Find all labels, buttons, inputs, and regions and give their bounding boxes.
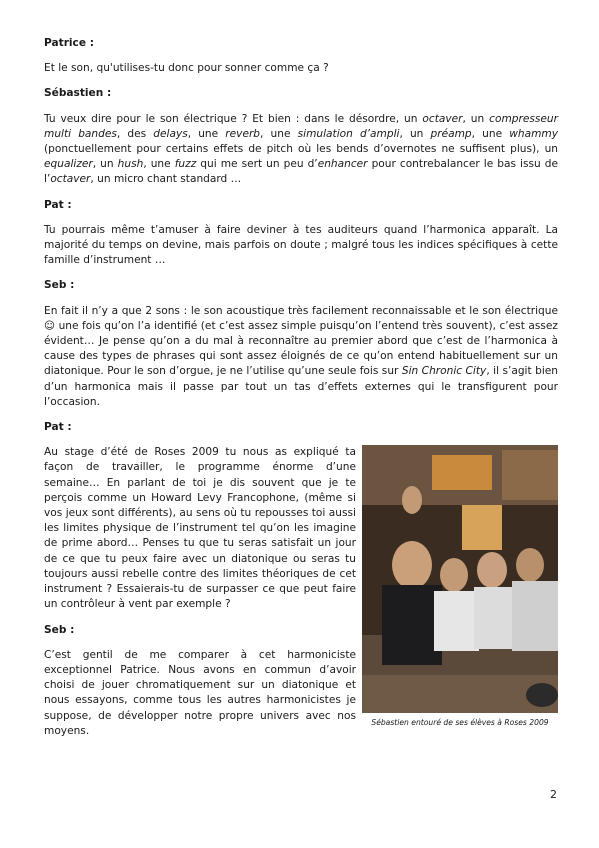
text-run: pour contrebalancer le bas issu de l’ xyxy=(44,158,559,186)
paragraph xyxy=(44,112,558,188)
text-run: , un xyxy=(399,127,431,140)
paragraph xyxy=(44,304,558,410)
text-run: En fait il n’y a que 2 sons : le son acoustique très facilement reconnaissable et le son électrique ☺ une fois qu’on l’a identifié (et c’est assez simple puisqu’on l’entend très souvent), c’est assez évident… Je pense qu’on a du mal à reconnaître au premier abord que c’est de l’harmonica à cause des types de phrases qui sont assez éloignés de ce qu’on entend habituellement sur un diatonique. Pour le son d’orgue, je ne l’utilise qu’une seule fois sur xyxy=(44,304,558,378)
photo-section xyxy=(44,445,558,739)
text-run: , une xyxy=(143,158,175,171)
italic-term: fuzz xyxy=(174,158,197,171)
wrapped-text xyxy=(44,445,356,739)
text-run: qui me sert un peu d’ xyxy=(196,158,318,171)
document-body xyxy=(44,36,558,435)
speaker-name: Sébastien : xyxy=(44,87,112,100)
speaker-name: Pat : xyxy=(44,421,72,434)
speaker-label: Seb xyxy=(44,279,67,292)
speaker-label: Pat xyxy=(44,198,64,211)
italic-term: simulation d’ampli xyxy=(297,127,400,140)
paragraph: Et le son, qu'utilises-tu donc pour sonner comme ça ? xyxy=(44,62,329,75)
italic-term: compresseur multi bandes xyxy=(44,112,558,140)
paragraph: Au stage d’été de Roses 2009 tu nous as expliqué ta façon de travailler, le programme énorme d’une semaine… En parlant de toi je dis souvent que je te perçois comme un Howard Levy Francophone, (même si vos jeux sont différents), au sens où tu repousses toi aussi les limites physique de l’instrument tel qu’on les imagine de prime abord… Penses tu que tu seras satisfait un jour de ce que tu peux faire avec un diatonique ou seras tu toujours aussi rebelle contre des limites théoriques de cet instrument ? Essaierais-tu de surpasser ce que peut faire un contrôleur à vent par exemple ? xyxy=(44,446,356,611)
italic-term: equalizer xyxy=(44,158,93,171)
speaker-label: Pat xyxy=(44,421,64,434)
speaker-name: Pat : xyxy=(44,198,72,211)
photo-illustration xyxy=(362,445,558,713)
speaker-name: Seb : xyxy=(44,623,75,636)
paragraph: C’est gentil de me comparer à cet harmoniciste exceptionnel Patrice. Nous avons en commun d’avoir choisi de jouer chromatiquement sur un diatonique et nous essayons, comme tous les autres harmonicistes je suppose, de développer notre propre univers avec nos moyens. xyxy=(44,648,356,737)
paragraph: Tu pourrais même t’amuser à faire deviner à tes auditeurs quand l’harmonica apparaît. La majorité du temps on devine, mais parfois on doute ; malgré tous les indices spécifiques à cette famille d’instrument … xyxy=(44,223,558,267)
speaker-label: Sébastien xyxy=(44,87,104,100)
text-run: , un micro chant standard … xyxy=(90,173,242,186)
italic-term: delays xyxy=(153,127,188,140)
text-run: , une xyxy=(187,127,226,140)
photo-caption: Sébastien entouré de ses élèves à Roses 2009 xyxy=(371,718,549,728)
photo-figure xyxy=(362,445,558,730)
italic-term: préamp xyxy=(430,127,472,140)
text-run: Tu veux dire pour le son électrique ? Et bien : dans le désordre, un xyxy=(44,112,423,125)
speaker-label: Seb xyxy=(44,623,67,636)
italic-term: whammy xyxy=(509,127,558,140)
text-run: (ponctuellement pour certains effets de pitch où les bends d’overnotes ne suffisent plus), un xyxy=(44,143,558,156)
italic-term: hush xyxy=(117,158,144,171)
document-page xyxy=(44,36,558,749)
italic-term: Sin Chronic City xyxy=(401,365,487,378)
text-run: , un xyxy=(92,158,118,171)
text-run: , une xyxy=(260,127,298,140)
speaker-label: Patrice xyxy=(44,37,87,49)
italic-term: enhancer xyxy=(317,158,368,171)
text-run: , des xyxy=(116,127,154,140)
speaker-name: Seb : xyxy=(44,279,75,292)
page-number: 2 xyxy=(550,788,557,801)
speaker-name: Patrice : xyxy=(44,37,94,49)
group-photo xyxy=(362,445,558,713)
text-run: , une xyxy=(471,127,510,140)
italic-term: octaver xyxy=(422,112,463,125)
italic-term: reverb xyxy=(225,127,261,140)
text-run: , il s’agit bien d’un harmonica mais il passe par tout un tas d’effets externes qui le transfigurent pour l’occasion. xyxy=(44,365,558,408)
text-run: , un xyxy=(462,112,490,125)
italic-term: octaver xyxy=(50,173,91,186)
